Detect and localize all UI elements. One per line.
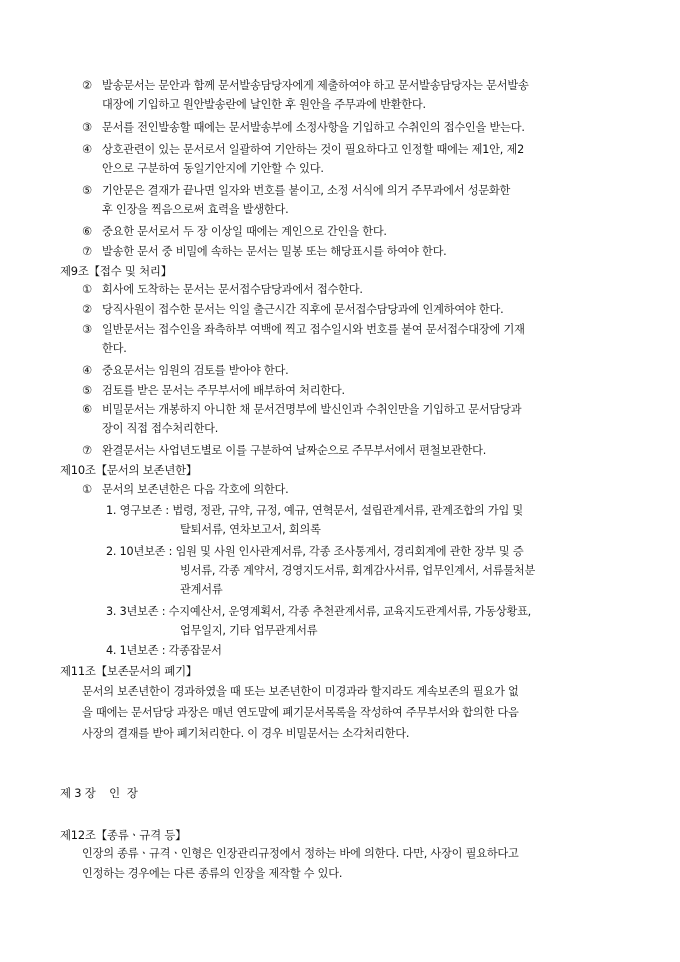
item-text: 기안문은 결재가 끝나면 일자와 번호를 붙이고, 소정 서식에 의거 주무과에서 성문화한 bbox=[102, 184, 511, 197]
art10-sub-1-cont: 탈퇴서류, 연차보고서, 회의록 bbox=[180, 523, 321, 536]
art8-item-6 bbox=[82, 225, 387, 239]
art10-sub-2-cont: 빙서류, 각종 계약서, 경영지도서류, 회계감사서류, 업무인계서, 서류물처분 bbox=[180, 564, 536, 577]
sub-text: 각종잡문서 bbox=[168, 644, 222, 657]
art11-line-2: 을 때에는 문서담당 과장은 매년 연도말에 폐기문서목록을 작성하여 주무부서와 합의한 다음 bbox=[82, 706, 519, 719]
item-text: 중요문서는 임원의 검토를 받아야 한다. bbox=[102, 364, 289, 377]
art12-line-2: 인정하는 경우에는 다른 종류의 인장을 제작할 수 있다. bbox=[82, 867, 343, 880]
art9-heading: 제9조【접수 및 처리】 bbox=[60, 264, 172, 278]
art9-item-1 bbox=[82, 283, 363, 297]
art9-item-2 bbox=[82, 303, 503, 317]
art8-item-4-cont: 안으로 구분하여 동일기안지에 기안할 수 있다. bbox=[102, 162, 324, 175]
item-text: 중요한 문서로서 두 장 이상일 때에는 계인으로 간인을 한다. bbox=[102, 225, 387, 238]
art8-item-2-cont: 대장에 기입하고 원안발송란에 날인한 후 원안을 주무과에 반환한다. bbox=[102, 98, 426, 111]
item-text: 일반문서는 접수인을 좌측하부 여백에 찍고 접수일시와 번호를 붙여 문서접수대장에 기재 bbox=[102, 323, 525, 336]
art8-item-7 bbox=[82, 245, 447, 259]
item-number: ③ bbox=[82, 323, 92, 336]
item-number: ① bbox=[82, 483, 92, 496]
art9-item-4 bbox=[82, 364, 289, 378]
sub-label: 1. 영구보존 : bbox=[106, 504, 173, 517]
art8-item-5 bbox=[82, 184, 510, 198]
sub-text: 수지예산서, 운영계획서, 각종 추천관계서류, 교육지도관계서류, 가동상황표, bbox=[168, 605, 532, 618]
item-number: ⑤ bbox=[82, 384, 92, 397]
art8-item-4 bbox=[82, 143, 524, 157]
art8-item-3 bbox=[82, 121, 525, 135]
art10-item-1 bbox=[82, 483, 289, 497]
art10-sub-2 bbox=[106, 545, 523, 559]
item-number: ⑥ bbox=[82, 403, 92, 416]
item-text: 회사에 도착하는 문서는 문서접수담당과에서 접수한다. bbox=[102, 283, 363, 296]
sub-label: 4. 1년보존 : bbox=[106, 644, 169, 657]
art12-line-1: 인장의 종류ㆍ규격ㆍ인형은 인장관리규정에서 정하는 바에 의한다. 다만, 사장이 필요하다고 bbox=[82, 847, 519, 860]
item-text: 완결문서는 사업년도별로 이를 구분하여 날짜순으로 주무부서에서 편철보관한다. bbox=[102, 444, 487, 457]
sub-text: 법령, 정관, 규약, 규정, 예규, 연혁문서, 설립관계서류, 관계조합의 가입 및 bbox=[172, 504, 524, 517]
art10-heading: 제10조【문서의 보존년한】 bbox=[60, 463, 198, 477]
item-text: 발송문서는 문안과 함께 문서발송담당자에게 제출하여야 하고 문서발송담당자는 문서발송 bbox=[102, 79, 529, 92]
art9-item-5 bbox=[82, 384, 345, 398]
item-number: ② bbox=[82, 79, 92, 92]
item-number: ⑤ bbox=[82, 184, 92, 197]
art10-sub-1 bbox=[106, 504, 523, 518]
item-number: ③ bbox=[82, 121, 92, 134]
art11-line-1: 문서의 보존년한이 경과하였을 때 또는 보존년한이 미경과라 할지라도 계속보존의 필요가 없 bbox=[82, 685, 519, 698]
art11-line-3: 사장의 결재를 받아 폐기처리한다. 이 경우 비밀문서는 소각처리한다. bbox=[82, 727, 410, 740]
item-number: ⑦ bbox=[82, 245, 92, 258]
item-number: ④ bbox=[82, 364, 92, 377]
art9-item-3 bbox=[82, 323, 525, 337]
item-number: ② bbox=[82, 303, 92, 316]
item-text: 문서의 보존년한은 다음 각호에 의한다. bbox=[102, 483, 289, 496]
item-number: ① bbox=[82, 283, 92, 296]
art12-heading: 제12조【종류ㆍ규격 등】 bbox=[60, 828, 187, 842]
item-number: ④ bbox=[82, 143, 92, 156]
art10-sub-3-cont: 업무일지, 기타 업무관계서류 bbox=[180, 624, 318, 637]
art8-item-2 bbox=[82, 79, 529, 93]
art9-item-6 bbox=[82, 403, 521, 417]
item-number: ⑦ bbox=[82, 444, 92, 457]
chapter-3-heading: 제 3 장 인 장 bbox=[60, 786, 138, 800]
art10-sub-2-cont2: 관계서류 bbox=[180, 583, 223, 596]
art9-item-7 bbox=[82, 444, 486, 458]
art9-item-3-cont: 한다. bbox=[102, 342, 127, 355]
sub-label: 3. 3년보존 : bbox=[106, 605, 169, 618]
art9-item-6-cont: 장이 직접 접수처리한다. bbox=[102, 422, 219, 435]
item-text: 발송한 문서 중 비밀에 속하는 문서는 밀봉 또는 해당표시를 하여야 한다. bbox=[102, 245, 447, 258]
item-text: 상호관련이 있는 문서로서 일괄하여 기안하는 것이 필요하다고 인정할 때에는 제1안, 제2 bbox=[102, 143, 525, 156]
item-text: 검토를 받은 문서는 주무부서에 배부하여 처리한다. bbox=[102, 384, 345, 397]
art10-sub-4 bbox=[106, 644, 222, 658]
item-text: 당직사원이 접수한 문서는 익일 출근시간 직후에 문서접수담당과에 인계하여야 한다. bbox=[102, 303, 504, 316]
art11-heading: 제11조【보존문서의 폐기】 bbox=[60, 664, 198, 678]
item-number: ⑥ bbox=[82, 225, 92, 238]
art8-item-5-cont: 후 인장을 찍음으로써 효력을 발생한다. bbox=[102, 203, 289, 216]
item-text: 문서를 전인발송할 때에는 문서발송부에 소정사항을 기입하고 수취인의 접수인을 받는다. bbox=[102, 121, 525, 134]
sub-text: 임원 및 사원 인사관계서류, 각종 조사통계서, 경리회계에 관한 장부 및 증 bbox=[175, 545, 524, 558]
art10-sub-3 bbox=[106, 605, 531, 619]
item-text: 비밀문서는 개봉하지 아니한 채 문서건명부에 발신인과 수취인만을 기입하고 문서담당과 bbox=[102, 403, 522, 416]
sub-label: 2. 10년보존 : bbox=[106, 545, 176, 558]
